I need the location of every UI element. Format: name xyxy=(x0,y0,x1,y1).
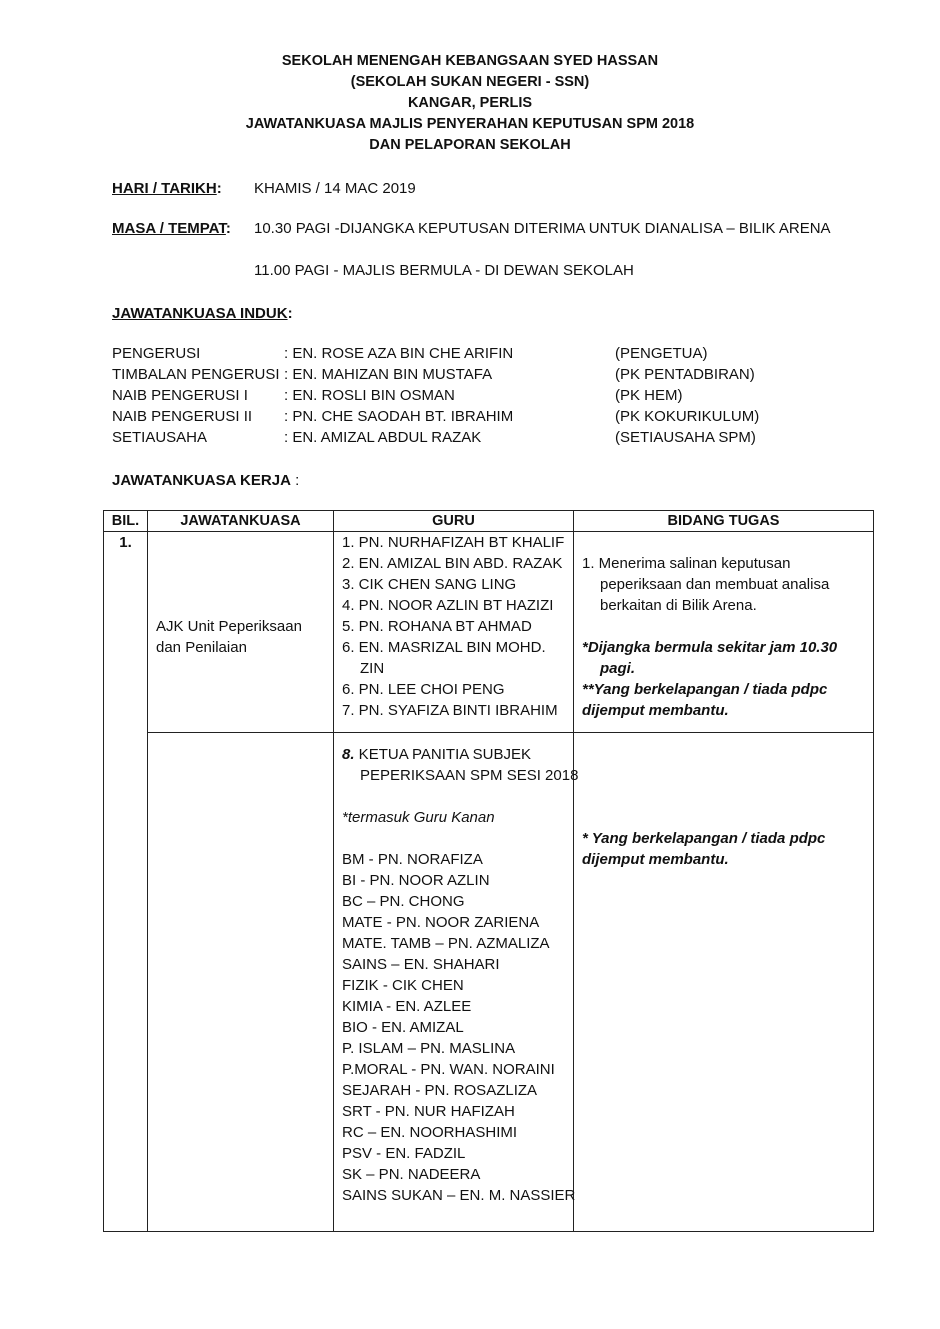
guru-item: ZIN xyxy=(360,660,385,677)
jawatankuasa-name: dan Penilaian xyxy=(156,639,247,656)
table-header-row xyxy=(104,511,874,532)
tugas-note: pagi. xyxy=(600,660,636,677)
subject-item: BI - PN. NOOR AZLIN xyxy=(342,872,490,889)
guru-item: 2. EN. AMIZAL BIN ABD. RAZAK xyxy=(342,555,563,572)
induk-name: : EN. AMIZAL ABDUL RAZAK xyxy=(284,429,482,446)
school-subtitle: (SEKOLAH SUKAN NEGERI - SSN) xyxy=(350,74,590,90)
induk-role: NAIB PENGERUSI II xyxy=(112,408,253,425)
jawatankuasa-name: AJK Unit Peperiksaan xyxy=(156,618,302,635)
induk-name: : EN. ROSLI BIN OSMAN xyxy=(284,387,455,404)
tugas-text: 1. Menerima salinan keputusan xyxy=(582,555,791,572)
induk-post: (PK KOKURIKULUM) xyxy=(615,408,760,425)
induk-role: SETIAUSAHA xyxy=(112,429,208,446)
subject-item: BM - PN. NORAFIZA xyxy=(342,851,483,868)
induk-name: : EN. ROSE AZA BIN CHE ARIFIN xyxy=(284,345,514,362)
kerja-heading: JAWATANKUASA KERJA : xyxy=(112,472,300,489)
guru-item: 4. PN. NOOR AZLIN BT HAZIZI xyxy=(342,597,554,614)
bidang-tugas-cell xyxy=(574,733,874,1232)
tugas-note: * Yang berkelapangan / tiada pdpc xyxy=(582,830,826,847)
school-location: KANGAR, PERLIS xyxy=(407,95,533,111)
subject-item: P. ISLAM – PN. MASLINA xyxy=(342,1040,516,1057)
induk-post: (PENGETUA) xyxy=(615,345,708,362)
masa-value-1: 10.30 PAGI -DIJANGKA KEPUTUSAN DITERIMA UNTUK DIANALISA – BILIK ARENA xyxy=(254,220,831,237)
induk-post: (SETIAUSAHA SPM) xyxy=(615,429,756,446)
jawatankuasa-cell xyxy=(148,532,334,733)
induk-role: PENGERUSI xyxy=(112,345,201,362)
jawatankuasa-cell xyxy=(148,733,334,1232)
tugas-note: dijemput membantu. xyxy=(582,702,729,719)
subject-item: BC – PN. CHONG xyxy=(342,893,465,910)
school-name: SEKOLAH MENENGAH KEBANGSAAN SYED HASSAN xyxy=(281,53,659,69)
subject-item: SEJARAH - PN. ROSAZLIZA xyxy=(342,1082,538,1099)
subject-item: SAINS SUKAN – EN. M. NASSIER xyxy=(342,1187,576,1204)
induk-name: : EN. MAHIZAN BIN MUSTAFA xyxy=(284,366,493,383)
tugas-note: *Dijangka bermula sekitar jam 10.30 xyxy=(582,639,838,656)
ketua-panitia-heading: PEPERIKSAAN SPM SESI 2018 xyxy=(360,767,579,784)
column-header-bil: BIL. xyxy=(104,511,148,532)
guru-item: 7. PN. SYAFIZA BINTI IBRAHIM xyxy=(342,702,558,719)
subject-item: BIO - EN. AMIZAL xyxy=(342,1019,464,1036)
subject-item: RC – EN. NOORHASHIMI xyxy=(342,1124,518,1141)
guru-cell xyxy=(334,532,574,733)
guru-item: 6. EN. MASRIZAL BIN MOHD. xyxy=(342,639,546,656)
subject-item: PSV - EN. FADZIL xyxy=(342,1145,466,1162)
induk-heading: JAWATANKUASA INDUK: xyxy=(112,305,293,322)
tugas-text: peperiksaan dan membuat analisa xyxy=(600,576,830,593)
document-title: JAWATANKUASA MAJLIS PENYERAHAN KEPUTUSAN SPM 2018 xyxy=(245,116,695,132)
guru-item: 6. PN. LEE CHOI PENG xyxy=(342,681,505,698)
subject-item: SAINS – EN. SHAHARI xyxy=(342,956,500,973)
bil-cell xyxy=(104,532,148,1232)
hari-value: KHAMIS / 14 MAC 2019 xyxy=(254,180,416,197)
ketua-panitia-heading: 8. KETUA PANITIA SUBJEK xyxy=(342,746,531,763)
induk-post: (PK HEM) xyxy=(615,387,683,404)
column-header-jawatankuasa: JAWATANKUASA xyxy=(148,511,334,532)
document-subtitle: DAN PELAPORAN SEKOLAH xyxy=(369,137,571,153)
table-row xyxy=(104,532,874,733)
masa-label: MASA / TEMPAT: xyxy=(112,220,231,237)
column-header-bidang-tugas: BIDANG TUGAS xyxy=(574,511,874,532)
table-row xyxy=(104,733,874,1232)
tugas-text: berkaitan di Bilik Arena. xyxy=(600,597,757,614)
kerja-table xyxy=(103,510,874,1232)
column-header-guru: GURU xyxy=(334,511,574,532)
subject-item: MATE. TAMB – PN. AZMALIZA xyxy=(342,935,550,952)
tugas-note: dijemput membantu. xyxy=(582,851,729,868)
masa-value-2: 11.00 PAGI - MAJLIS BERMULA - DI DEWAN SEKOLAH xyxy=(254,262,634,279)
subject-item: MATE - PN. NOOR ZARIENA xyxy=(342,914,540,931)
induk-name: : PN. CHE SAODAH BT. IBRAHIM xyxy=(284,408,514,425)
guru-note: *termasuk Guru Kanan xyxy=(342,809,495,826)
induk-role: TIMBALAN PENGERUSI xyxy=(112,366,280,383)
guru-cell xyxy=(334,733,579,1232)
guru-item: 5. PN. ROHANA BT AHMAD xyxy=(342,618,532,635)
subject-item: FIZIK - CIK CHEN xyxy=(342,977,464,994)
subject-item: P.MORAL - PN. WAN. NORAINI xyxy=(342,1061,555,1078)
subject-item: SK – PN. NADEERA xyxy=(342,1166,481,1183)
guru-item: 1. PN. NURHAFIZAH BT KHALIF xyxy=(342,534,565,551)
bidang-tugas-cell xyxy=(574,532,874,733)
hari-label: HARI / TARIKH: xyxy=(112,180,222,197)
subject-item: KIMIA - EN. AZLEE xyxy=(342,998,472,1015)
induk-role: NAIB PENGERUSI I xyxy=(112,387,248,404)
induk-post: (PK PENTADBIRAN) xyxy=(615,366,755,383)
guru-item: 3. CIK CHEN SANG LING xyxy=(342,576,517,593)
tugas-note: **Yang berkelapangan / tiada pdpc xyxy=(582,681,828,698)
subject-item: SRT - PN. NUR HAFIZAH xyxy=(342,1103,515,1120)
bil-number: 1. xyxy=(119,534,132,551)
